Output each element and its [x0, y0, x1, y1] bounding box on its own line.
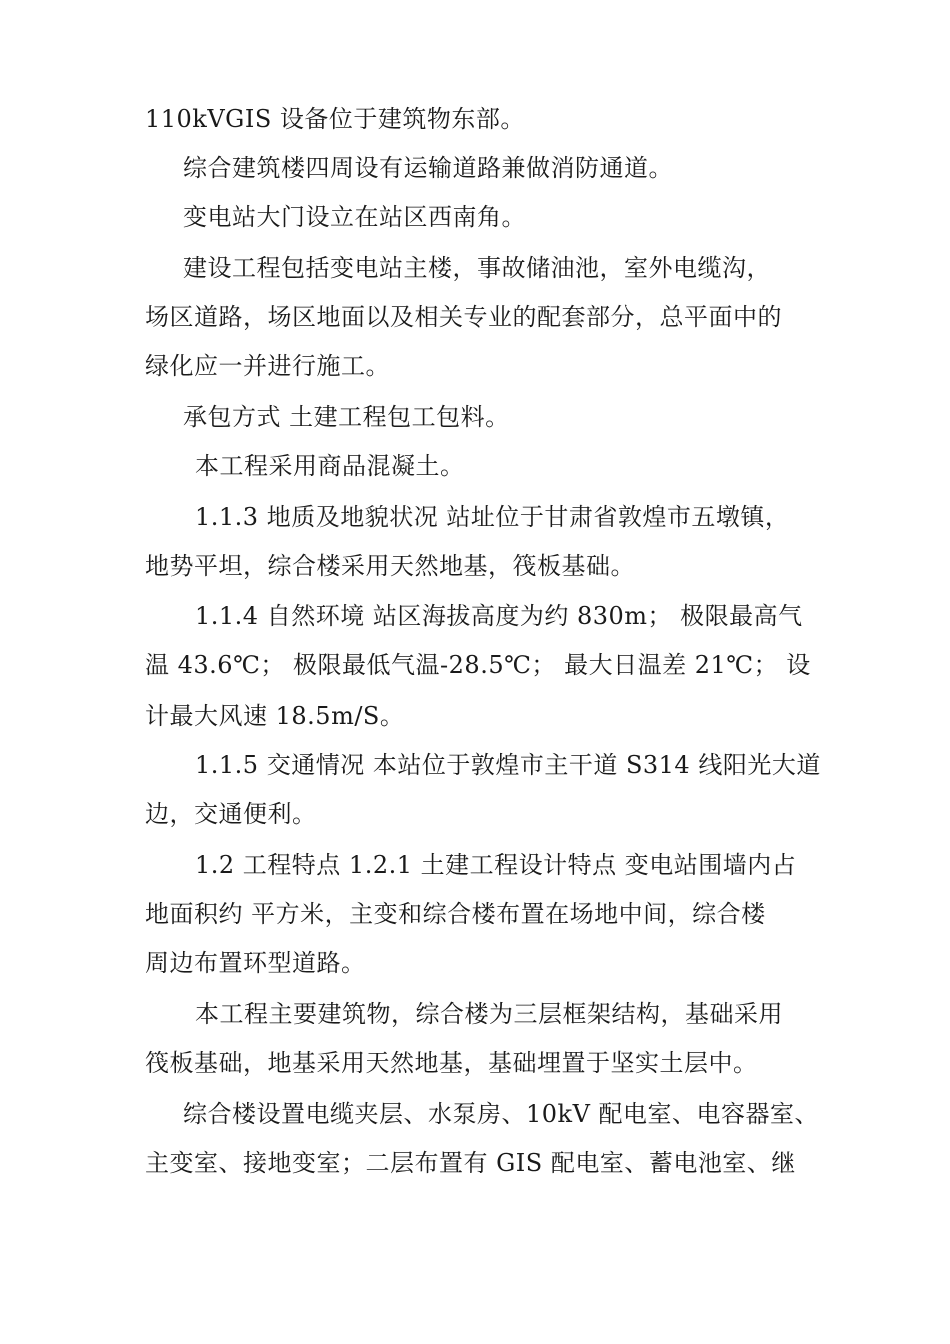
text-line: 本工程主要建筑物，综合楼为三层框架结构，基础采用 — [195, 1000, 783, 1028]
text-line: 温 43.6℃； 极限最低气温-28.5℃； 最大日温差 21℃； 设 — [145, 651, 811, 679]
text-line: 筏板基础，地基采用天然地基，基础埋置于坚实土层中。 — [145, 1049, 758, 1077]
text-line: 边，交通便利。 — [145, 800, 317, 828]
text-line: 1.2 工程特点 1.2.1 土建工程设计特点 变电站围墙内占 — [195, 851, 797, 879]
text-line: 建设工程包括变电站主楼，事故储油池，室外电缆沟， — [183, 254, 771, 282]
text-line: 综合建筑楼四周设有运输道路兼做消防通道。 — [183, 154, 673, 182]
text-line: 1.1.3 地质及地貌状况 站址位于甘肃省敦煌市五墩镇， — [195, 503, 790, 531]
text-line: 场区道路，场区地面以及相关专业的配套部分，总平面中的 — [145, 303, 782, 331]
text-line: 1.1.4 自然环境 站区海拔高度为约 830m； 极限最高气 — [195, 602, 803, 630]
text-line: 周边布置环型道路。 — [145, 949, 366, 977]
text-line: 地面积约 平方米，主变和综合楼布置在场地中间，综合楼 — [145, 900, 766, 928]
text-line: 主变室、接地变室；二层布置有 GIS 配电室、蓄电池室、继 — [145, 1149, 796, 1177]
text-line: 承包方式 土建工程包工包料。 — [183, 403, 510, 431]
text-line: 绿化应一并进行施工。 — [145, 352, 390, 380]
text-line: 计最大风速 18.5m/S。 — [145, 702, 405, 730]
text-line: 110kVGIS 设备位于建筑物东部。 — [145, 105, 525, 133]
text-line: 本工程采用商品混凝土。 — [195, 452, 465, 480]
text-line: 综合楼设置电缆夹层、水泵房、10kV 配电室、电容器室、 — [183, 1100, 820, 1128]
text-line: 1.1.5 交通情况 本站位于敦煌市主干道 S314 线阳光大道 — [195, 751, 821, 779]
text-line: 变电站大门设立在站区西南角。 — [183, 203, 526, 231]
text-line: 地势平坦，综合楼采用天然地基，筏板基础。 — [145, 552, 635, 580]
